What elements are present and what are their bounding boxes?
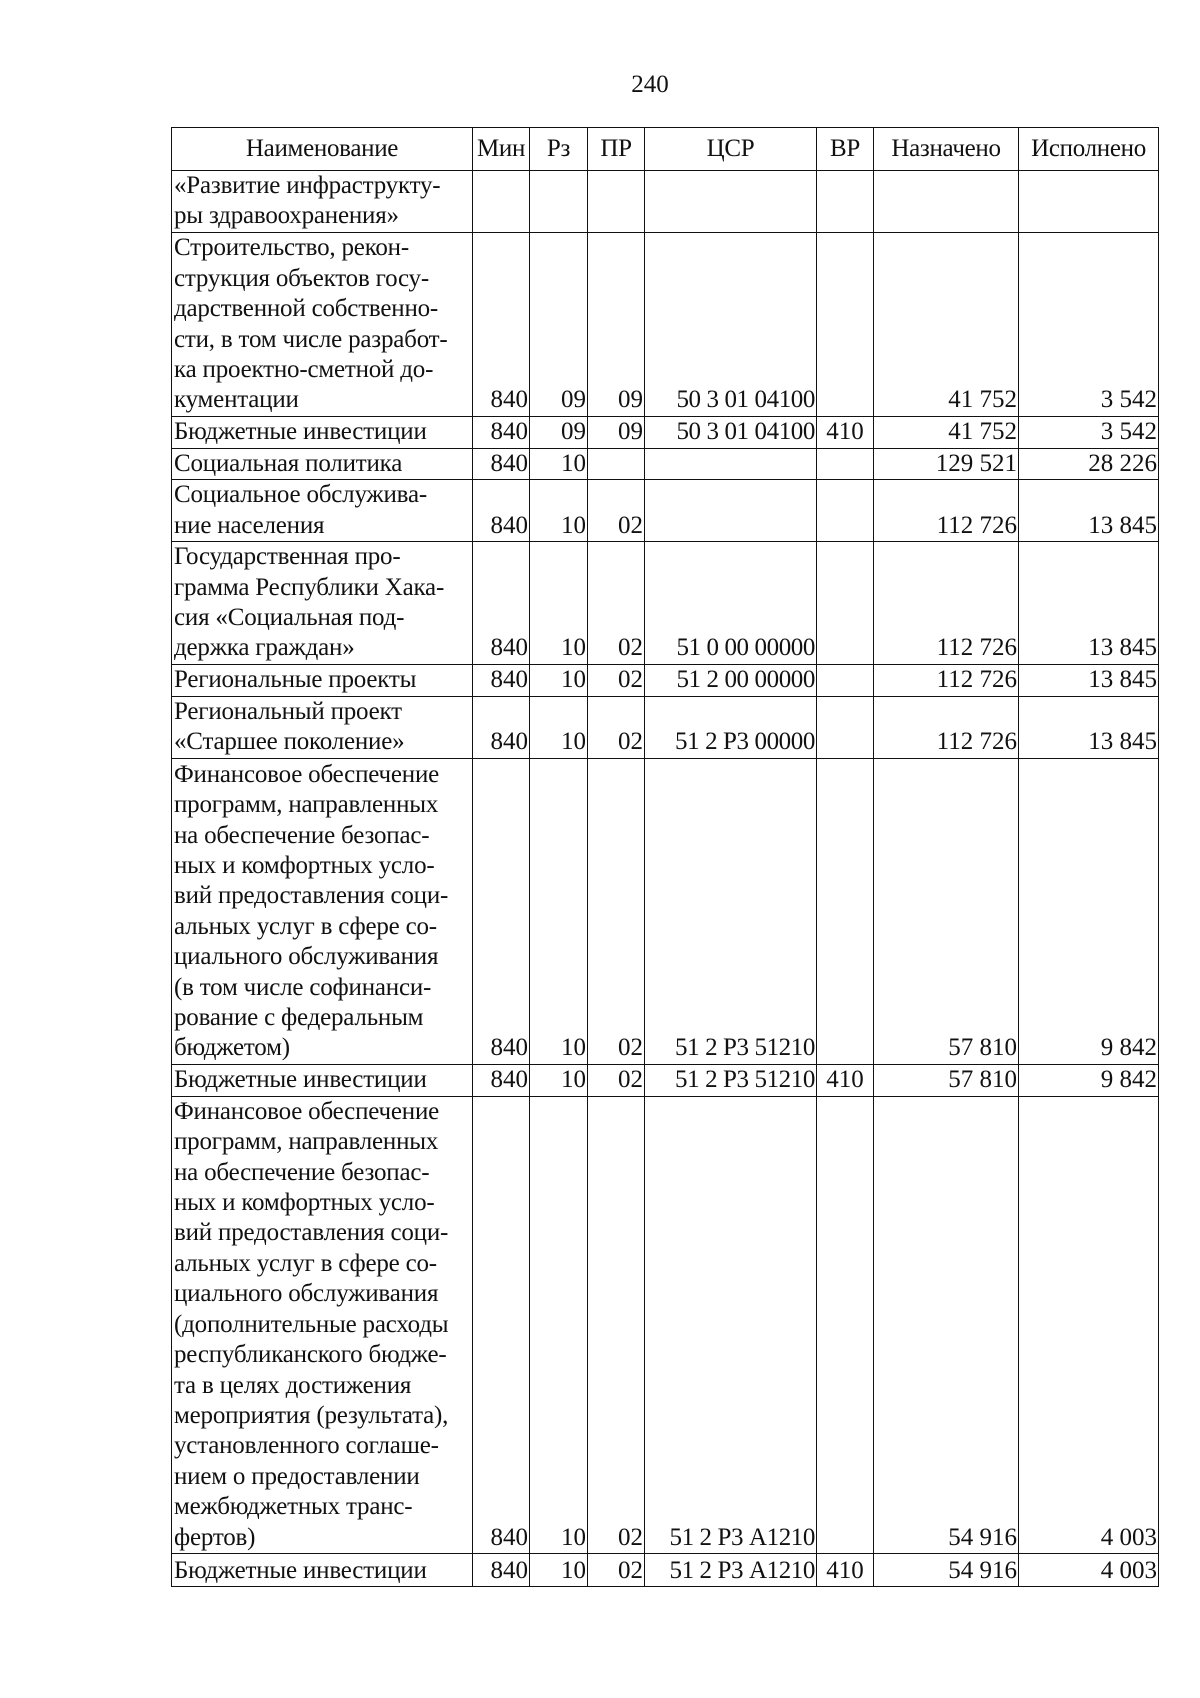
executed-cell [1019,171,1159,233]
table-row [172,1553,1159,1586]
assigned-cell: 112 726 [874,542,1019,665]
name-cell [172,416,473,448]
min-cell: 840 [473,696,530,758]
csr-cell [645,480,817,542]
name-line: (в том числе софинанси- [174,973,432,1001]
name-line: альных услуг в сфере со- [174,912,437,940]
name-line: Региональный проект [174,698,402,726]
name-line: «Развитие инфраструкту- [174,172,441,199]
name-cell [172,1064,473,1096]
name-line: (дополнительные расходы [174,1310,449,1338]
name-line: сти, в том числе разработ- [174,325,448,353]
pr-cell: 02 [588,1096,645,1553]
name-line: ние населения [174,511,325,539]
csr-cell: 51 0 00 00000 [645,542,817,665]
executed-cell: 13 845 [1019,542,1159,665]
table-header-row [172,128,1159,171]
name-line: циального обслуживания [174,943,439,971]
pr-cell: 09 [588,232,645,416]
name-line: установленного соглаше- [174,1432,439,1460]
name-line: на обеспечение безопас- [174,1158,430,1186]
assigned-cell: 54 916 [874,1096,1019,1553]
csr-cell: 51 2 Р3 00000 [645,696,817,758]
name-line: ных и комфортных усло- [174,852,435,879]
pr-cell: 09 [588,416,645,448]
name-cell [172,696,473,758]
vr-cell [817,1096,874,1553]
executed-cell: 9 842 [1019,758,1159,1064]
rz-cell: 10 [530,1064,588,1096]
assigned-cell: 112 726 [874,480,1019,542]
assigned-cell: 57 810 [874,758,1019,1064]
rz-cell: 09 [530,416,588,448]
min-cell: 840 [473,480,530,542]
assigned-cell: 129 521 [874,448,1019,479]
vr-cell: 410 [817,1064,874,1096]
csr-cell: 51 2 Р3 А1210 [645,1553,817,1586]
name-line: Финансовое обеспечение [174,1097,440,1125]
table-row [172,1096,1159,1553]
assigned-cell: 54 916 [874,1553,1019,1586]
budget-execution-table [171,127,1159,1587]
csr-cell: 50 3 01 04100 [645,232,817,416]
pr-cell: 02 [588,1064,645,1096]
vr-cell [817,232,874,416]
executed-cell: 28 226 [1019,448,1159,479]
name-line: ры здравоохранения» [174,202,399,230]
name-line: программ, направленных [174,791,439,819]
rz-cell: 10 [530,758,588,1064]
executed-cell: 13 845 [1019,664,1159,696]
executed-cell: 4 003 [1019,1096,1159,1553]
name-cell [172,448,473,479]
min-cell [473,171,530,233]
name-cell [172,758,473,1064]
name-line: струкция объектов госу- [174,264,429,292]
min-cell: 840 [473,758,530,1064]
assigned-cell: 41 752 [874,416,1019,448]
name-cell [172,480,473,542]
pr-cell: 02 [588,1553,645,1586]
assigned-cell: 112 726 [874,664,1019,696]
assigned-cell: 112 726 [874,696,1019,758]
rz-cell: 10 [530,480,588,542]
name-line: республиканского бюдже- [174,1341,447,1369]
name-cell [172,664,473,696]
table-row [172,448,1159,479]
header-min: Мин [473,128,530,171]
table-row [172,758,1159,1064]
name-line: фертов) [174,1523,256,1551]
name-line: Социальное обслужива- [174,481,427,509]
name-line: «Старшее поколение» [174,728,405,756]
min-cell: 840 [473,448,530,479]
name-line: Бюджетные инвестиции [174,418,427,446]
name-line: грамма Республики Хака- [174,573,445,601]
name-line: Строительство, рекон- [174,234,409,262]
rz-cell: 09 [530,232,588,416]
min-cell: 840 [473,1553,530,1586]
name-cell [172,1553,473,1586]
name-line: Бюджетные инвестиции [174,1066,427,1094]
name-line: ных и комфортных усло- [174,1189,435,1217]
csr-cell: 51 2 Р3 51210 [645,1064,817,1096]
page-number: 240 [631,71,669,98]
name-line: та в целях достижения [174,1371,412,1399]
assigned-cell: 57 810 [874,1064,1019,1096]
name-cell [172,171,473,233]
min-cell: 840 [473,542,530,665]
header-assigned: Назначено [874,128,1019,171]
csr-cell: 51 2 00 00000 [645,664,817,696]
executed-cell: 4 003 [1019,1553,1159,1586]
name-line: межбюджетных транс- [174,1493,413,1521]
name-line: на обеспечение безопас- [174,821,430,849]
table-row [172,1064,1159,1096]
rz-cell: 10 [530,1096,588,1553]
rz-cell: 10 [530,542,588,665]
name-line: дарственной собственно- [174,295,439,323]
assigned-cell: 41 752 [874,232,1019,416]
header-pr: ПР [588,128,645,171]
header-csr: ЦСР [645,128,817,171]
name-cell [172,1096,473,1553]
name-line: держка граждан» [174,634,355,662]
name-line: Региональные проекты [174,666,417,694]
name-line: вий предоставления соци- [174,1219,449,1247]
pr-cell: 02 [588,480,645,542]
executed-cell: 9 842 [1019,1064,1159,1096]
rz-cell: 10 [530,696,588,758]
pr-cell [588,448,645,479]
header-vr: ВР [817,128,874,171]
name-line: ка проектно-сметной до- [174,356,434,383]
name-cell [172,542,473,665]
min-cell: 840 [473,232,530,416]
vr-cell: 410 [817,416,874,448]
table-row [172,480,1159,542]
table-row [172,232,1159,416]
vr-cell [817,696,874,758]
vr-cell: 410 [817,1553,874,1586]
rz-cell: 10 [530,1553,588,1586]
name-cell [172,232,473,416]
name-line: Финансовое обеспечение [174,760,440,788]
vr-cell [817,542,874,665]
name-line: кументации [174,386,299,414]
min-cell: 840 [473,664,530,696]
assigned-cell [874,171,1019,233]
name-line: бюджетом) [174,1034,290,1062]
vr-cell [817,171,874,233]
vr-cell [817,480,874,542]
executed-cell: 3 542 [1019,416,1159,448]
pr-cell: 02 [588,758,645,1064]
table-row [172,171,1159,233]
csr-cell: 50 3 01 04100 [645,416,817,448]
table-row [172,542,1159,665]
name-line: программ, направленных [174,1128,439,1156]
vr-cell [817,448,874,479]
executed-cell: 13 845 [1019,480,1159,542]
rz-cell: 10 [530,448,588,479]
name-line: вий предоставления соци- [174,882,449,910]
executed-cell: 13 845 [1019,696,1159,758]
table-row [172,696,1159,758]
name-line: альных услуг в сфере со- [174,1249,437,1277]
name-line: сия «Социальная под- [174,604,405,632]
csr-cell [645,448,817,479]
header-rz: Рз [530,128,588,171]
header-executed: Исполнено [1019,128,1159,171]
executed-cell: 3 542 [1019,232,1159,416]
csr-cell: 51 2 Р3 А1210 [645,1096,817,1553]
table-row [172,664,1159,696]
name-line: Государственная про- [174,543,401,571]
name-line: рование с федеральным [174,1004,424,1032]
min-cell: 840 [473,416,530,448]
pr-cell: 02 [588,664,645,696]
rz-cell [530,171,588,233]
pr-cell: 02 [588,696,645,758]
name-line: Бюджетные инвестиции [174,1556,427,1584]
table-body [172,171,1159,1587]
min-cell: 840 [473,1096,530,1553]
pr-cell [588,171,645,233]
vr-cell [817,664,874,696]
csr-cell: 51 2 Р3 51210 [645,758,817,1064]
csr-cell [645,171,817,233]
rz-cell: 10 [530,664,588,696]
table-row [172,416,1159,448]
min-cell: 840 [473,1064,530,1096]
vr-cell [817,758,874,1064]
name-line: мероприятия (результата), [174,1401,449,1429]
name-line: циального обслуживания [174,1280,439,1308]
name-line: Социальная политика [174,449,403,477]
name-line: нием о предоставлении [174,1462,420,1490]
pr-cell: 02 [588,542,645,665]
header-name: Наименование [172,128,473,171]
